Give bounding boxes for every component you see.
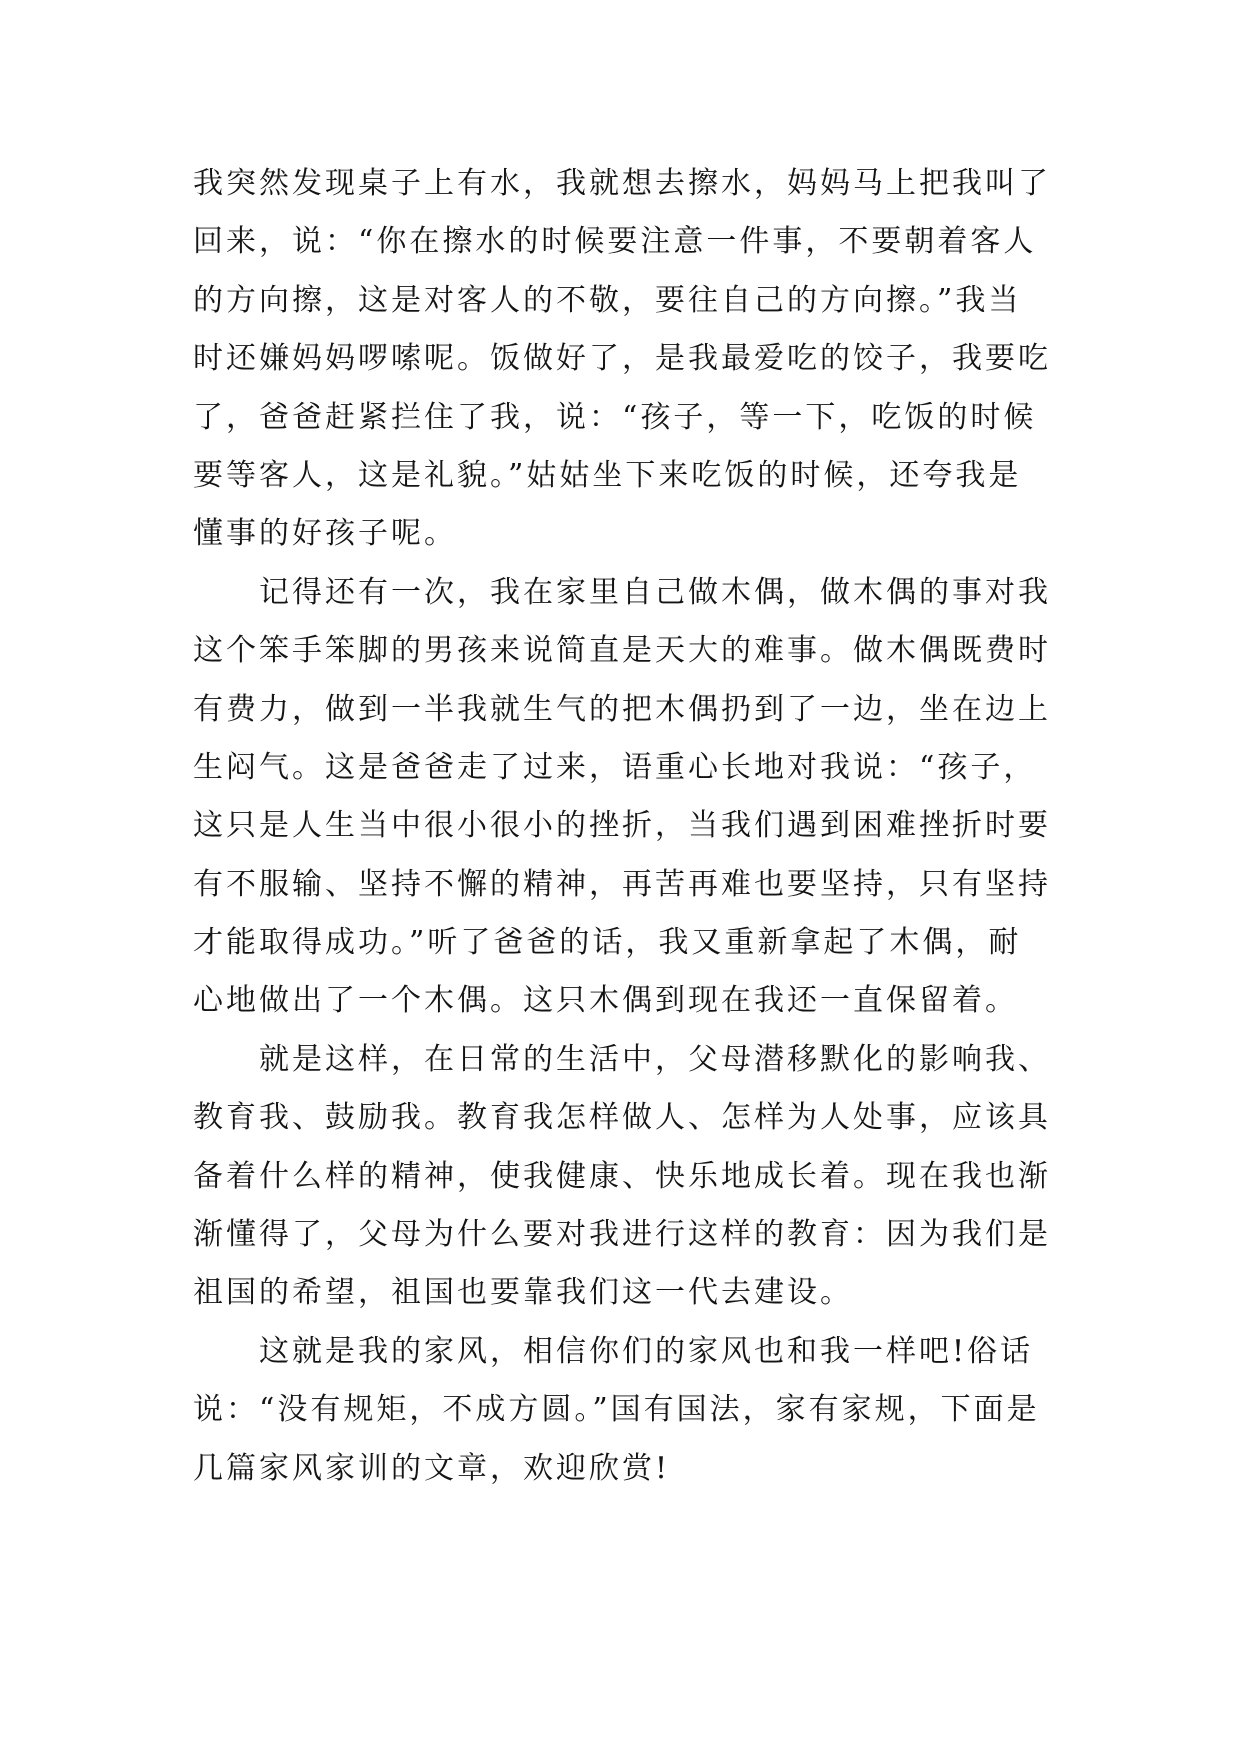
text-line: 我突然发现桌子上有水，我就想去擦水，妈妈马上把我叫了 [193, 166, 1051, 201]
text-line: 这个笨手笨脚的男孩来说简直是天大的难事。做木偶既费时 [193, 633, 1051, 669]
text-line: 说：“没有规矩，不成方圆。”国有国法，家有家规，下面是 [193, 1392, 1040, 1428]
text-line: 时还嫌妈妈啰嗦呢。饭做好了，是我最爱吃的饺子，我要吃 [193, 341, 1051, 377]
text-line: 才能取得成功。”听了爸爸的话，我又重新拿起了木偶，耐 [193, 925, 1022, 961]
text-line: 这只是人生当中很小很小的挫折，当我们遇到困难挫折时要 [193, 808, 1051, 844]
text-line: 的方向擦，这是对客人的不敬，要往自己的方向擦。”我当 [193, 282, 1022, 318]
body-text [193, 155, 1073, 1498]
text-line: 祖国的希望，祖国也要靠我们这一代去建设。 [193, 1275, 853, 1311]
text-line: 回来，说：“你在擦水的时候要注意一件事，不要朝着客人 [193, 224, 1037, 260]
text-line: 备着什么样的精神，使我健康、快乐地成长着。现在我也渐 [193, 1158, 1051, 1194]
text-line: 记得还有一次，我在家里自己做木偶，做木偶的事对我 [193, 574, 1051, 610]
text-line: 心地做出了一个木偶。这只木偶到现在我还一直保留着。 [193, 983, 1018, 1019]
text-line: 有不服输、坚持不懈的精神，再苦再难也要坚持，只有坚持 [193, 866, 1051, 902]
text-line: 生闷气。这是爸爸走了过来，语重心长地对我说：“孩子， [193, 749, 1037, 785]
text-line: 这就是我的家风，相信你们的家风也和我一样吧!俗话 [193, 1333, 1034, 1369]
text-line: 几篇家风家训的文章，欢迎欣赏! [193, 1450, 671, 1486]
text-line: 渐懂得了，父母为什么要对我进行这样的教育：因为我们是 [193, 1217, 1051, 1253]
text-line: 教育我、鼓励我。教育我怎样做人、怎样为人处事，应该具 [193, 1100, 1051, 1136]
text-line: 了，爸爸赶紧拦住了我，说：“孩子，等一下，吃饭的时候 [193, 399, 1037, 435]
text-line: 就是这样，在日常的生活中，父母潜移默化的影响我、 [193, 1041, 1051, 1077]
text-line: 懂事的好孩子呢。 [193, 516, 457, 552]
text-line: 有费力，做到一半我就生气的把木偶扔到了一边，坐在边上 [193, 691, 1051, 727]
text-line: 要等客人，这是礼貌。”姑姑坐下来吃饭的时候，还夸我是 [193, 457, 1022, 493]
